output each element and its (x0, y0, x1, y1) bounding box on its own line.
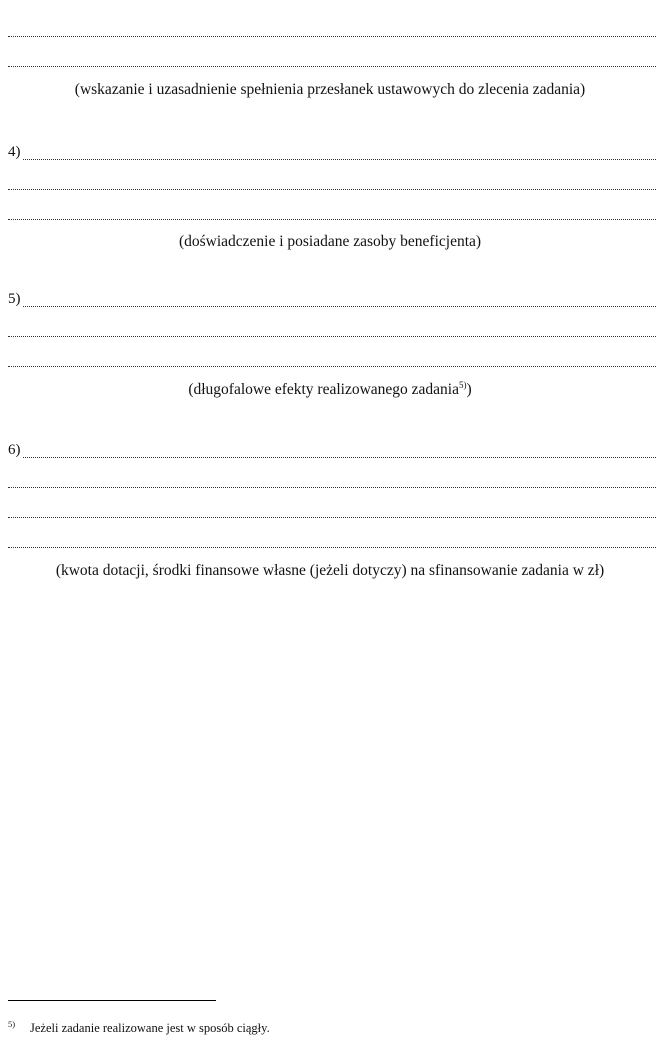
section-caption: (doświadczenie i posiadane zasoby beneficjenta) (178, 233, 482, 250)
footnote-reference[interactable]: 5) (459, 380, 467, 390)
fill-line[interactable] (8, 318, 656, 340)
fill-line[interactable] (8, 171, 656, 193)
footnote (8, 1015, 270, 1037)
section-caption: (wskazanie i uzasadnienie spełnienia przesłanek ustawowych do zlecenia zadania) (74, 81, 586, 98)
fill-line[interactable] (8, 469, 656, 491)
section-number: 5) (8, 291, 21, 307)
fill-line[interactable] (8, 18, 656, 40)
section-caption: (długofalowe efekty realizowanego zadania$^{5)}$) (188, 380, 472, 398)
section-number: 6) (8, 442, 21, 458)
fill-line[interactable] (8, 529, 656, 551)
fill-line[interactable] (8, 201, 656, 223)
footnote-mark: 5) (8, 1019, 16, 1029)
fill-line[interactable] (8, 141, 656, 163)
footnote-text: Jeżeli zadanie realizowane jest w sposób ciągły. (30, 1021, 270, 1035)
fill-line[interactable] (8, 48, 656, 70)
fill-line[interactable] (8, 348, 656, 370)
footnote-divider (8, 1000, 216, 1001)
section-number: 4) (8, 144, 21, 160)
fill-line[interactable] (8, 439, 656, 461)
section-caption: (kwota dotacji, środki finansowe własne (jeżeli dotyczy) na sfinansowanie zadania w zł) (55, 562, 605, 579)
fill-line[interactable] (8, 499, 656, 521)
fill-line[interactable] (8, 288, 656, 310)
